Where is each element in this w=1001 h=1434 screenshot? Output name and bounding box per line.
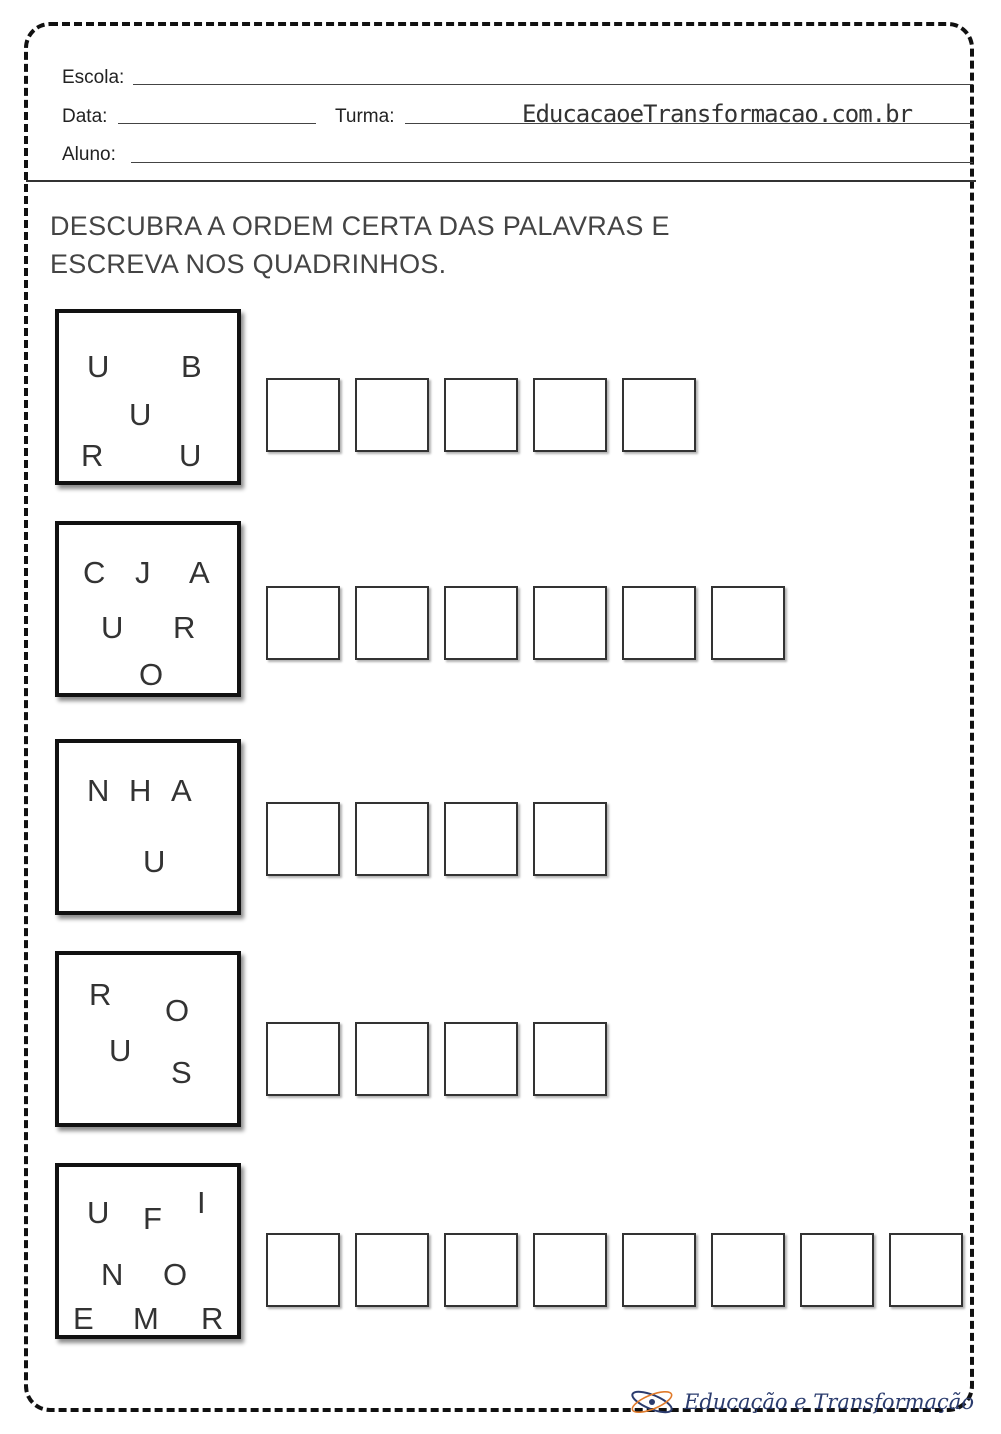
scrambled-letter: B [181, 349, 202, 384]
scrambled-letter: U [87, 1195, 110, 1230]
scrambled-letter: O [165, 993, 190, 1028]
answer-cell[interactable] [444, 378, 518, 452]
answer-cell[interactable] [266, 586, 340, 660]
answer-cell[interactable] [533, 586, 607, 660]
instructions-line-1: DESCUBRA A ORDEM CERTA DAS PALAVRAS E [50, 211, 670, 241]
answer-cell[interactable] [355, 1233, 429, 1307]
scrambled-letter: R [173, 610, 196, 645]
scrambled-letter: R [89, 977, 112, 1012]
answer-cell[interactable] [444, 586, 518, 660]
date-field-line[interactable] [118, 123, 316, 124]
scrambled-letter: R [201, 1301, 224, 1336]
answer-cell[interactable] [266, 1233, 340, 1307]
footer-brand [628, 1385, 974, 1419]
answer-cell[interactable] [800, 1233, 874, 1307]
answer-cell[interactable] [533, 378, 607, 452]
answer-cell[interactable] [444, 802, 518, 876]
scrambled-letters-box-1 [55, 309, 241, 485]
scrambled-letter: O [139, 657, 164, 692]
scrambled-letter: I [197, 1185, 206, 1220]
student-label: Aluno: [62, 144, 116, 165]
answer-cell[interactable] [533, 1233, 607, 1307]
answer-cell[interactable] [444, 1233, 518, 1307]
header-divider [26, 180, 976, 182]
scrambled-letter: A [189, 555, 210, 590]
scrambled-letter: E [73, 1301, 94, 1336]
scrambled-letter: U [87, 349, 110, 384]
scrambled-letter: U [143, 844, 166, 879]
scrambled-letter: O [163, 1257, 188, 1292]
scrambled-letter: M [133, 1301, 159, 1336]
scrambled-letter: J [135, 555, 151, 590]
scrambled-letters-box-5 [55, 1163, 241, 1339]
scrambled-letters-box-2 [55, 521, 241, 697]
scrambled-letter: R [81, 438, 104, 473]
answer-cell[interactable] [355, 1022, 429, 1096]
footer-brand-text: Educação e Transformação [684, 1390, 974, 1414]
answer-cell[interactable] [622, 586, 696, 660]
answer-cell[interactable] [711, 586, 785, 660]
answer-row-2 [266, 586, 785, 660]
scrambled-letter: U [129, 397, 152, 432]
scrambled-letter: U [179, 438, 202, 473]
scrambled-letter: N [101, 1257, 124, 1292]
answer-cell[interactable] [533, 1022, 607, 1096]
school-field-line[interactable] [133, 84, 973, 85]
scrambled-letter: H [129, 773, 152, 808]
atom-orbit-icon [628, 1385, 676, 1419]
class-label: Turma: [335, 106, 395, 127]
answer-cell[interactable] [266, 1022, 340, 1096]
school-label: Escola: [62, 67, 125, 88]
scrambled-letter: N [87, 773, 110, 808]
scrambled-letter: F [143, 1201, 162, 1236]
answer-row-3 [266, 802, 607, 876]
date-label: Data: [62, 106, 108, 127]
answer-cell[interactable] [444, 1022, 518, 1096]
answer-cell[interactable] [889, 1233, 963, 1307]
answer-cell[interactable] [355, 586, 429, 660]
student-field-line[interactable] [131, 162, 973, 163]
answer-cell[interactable] [355, 802, 429, 876]
scrambled-letter: C [83, 555, 106, 590]
scrambled-letters-box-4 [55, 951, 241, 1127]
site-url: EducacaoeTransformacao.com.br [522, 100, 913, 128]
instructions-line-2: ESCREVA NOS QUADRINHOS. [50, 249, 447, 279]
answer-cell[interactable] [355, 378, 429, 452]
answer-cell[interactable] [622, 378, 696, 452]
scrambled-letter: A [171, 773, 192, 808]
scrambled-letters-box-3 [55, 739, 241, 915]
scrambled-letter: U [101, 610, 124, 645]
scrambled-letter: S [171, 1055, 192, 1090]
answer-cell[interactable] [711, 1233, 785, 1307]
answer-cell[interactable] [622, 1233, 696, 1307]
instructions [50, 207, 770, 283]
answer-row-1 [266, 378, 696, 452]
answer-cell[interactable] [266, 802, 340, 876]
answer-row-4 [266, 1022, 607, 1096]
answer-cell[interactable] [533, 802, 607, 876]
scrambled-letter: U [109, 1033, 132, 1068]
answer-cell[interactable] [266, 378, 340, 452]
answer-row-5 [266, 1233, 963, 1307]
